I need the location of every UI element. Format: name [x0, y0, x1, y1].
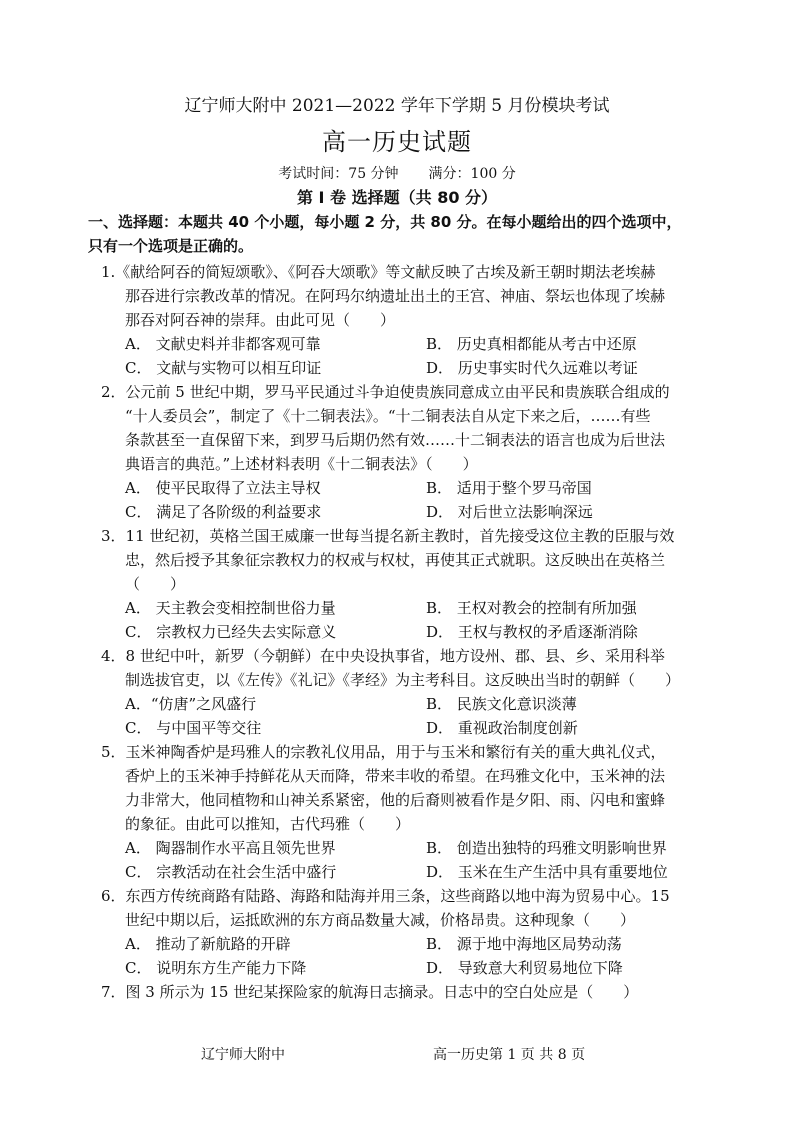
question-line: 世纪中期以后，运抵欧洲的东方商品数量大减，价格昂贵。这种现象（ ）: [125, 911, 636, 929]
question-line: （ ）: [125, 575, 186, 593]
question-line: 制选拔官吏，以《左传》《礼记》《孝经》为主考科目。这反映出当时的朝鲜（ ）: [125, 671, 681, 689]
option-c: C． 宗教权力已经失去实际意义: [125, 623, 337, 641]
option-c: C． 文献与实物可以相互印证: [125, 359, 322, 377]
option-a: A． 文献史料并非都客观可靠: [125, 335, 321, 353]
option-c: C． 宗教活动在社会生活中盛行: [125, 863, 337, 881]
question-line: “十人委员会”，制定了《十二铜表法》。“十二铜表法自从定下来之后，……有些: [125, 407, 651, 425]
option-b: B． 王权对教会的控制有所加强: [426, 599, 637, 617]
instruction-line: 只有一个选项是正确的。: [88, 237, 254, 255]
question-line: 1.《献给阿吞的简短颂歌》、《阿吞大颂歌》等文献反映了古埃及新王朝时期法老埃赫: [101, 263, 656, 281]
option-d: D． 导致意大利贸易地位下降: [426, 959, 623, 977]
option-c: C． 说明东方生产能力下降: [125, 959, 307, 977]
question-line: 那吞进行宗教改革的情况。在阿玛尔纳遗址出土的王宫、神庙、祭坛也体现了埃赫: [125, 287, 666, 305]
option-b: B． 民族文化意识淡薄: [426, 695, 577, 713]
question-line: 忠，然后授予其象征宗教权力的权戒与权杖，再使其正式就职。这反映出在英格兰: [125, 551, 666, 569]
option-d: D． 历史事实时代久远难以考证: [426, 359, 638, 377]
question-line: 3．11 世纪初，英格兰国王威廉一世每当提名新主教时，首先接受这位主教的臣服与效: [101, 527, 675, 545]
section-title: 第 Ⅰ 卷 选择题（共 80 分）: [296, 188, 498, 207]
question-line: 香炉上的玉米神手持鲜花从天而降，带来丰收的希望。在玛雅文化中，玉米神的法: [125, 767, 666, 785]
option-b: B． 适用于整个罗马帝国: [426, 479, 592, 497]
option-b: B． 历史真相都能从考古中还原: [426, 335, 637, 353]
option-a: A． 使平民取得了立法主导权: [125, 479, 321, 497]
option-a: A． 天主教会变相控制世俗力量: [125, 599, 336, 617]
question-line: 2．公元前 5 世纪中期，罗马平民通过斗争迫使贵族同意成立由平民和贵族联合组成的: [101, 383, 670, 401]
paper-title: 高一历史试题: [322, 128, 472, 156]
question-line: 力非常大，他同植物和山神关系紧密，他的后裔则被看作是夕阳、雨、闪电和蜜蜂: [125, 791, 666, 809]
option-a: A． 推动了新航路的开辟: [125, 935, 291, 953]
full-score: 满分：100 分: [428, 166, 516, 182]
option-c: C． 满足了各阶级的利益要求: [125, 503, 322, 521]
option-d: D． 重视政治制度创新: [426, 719, 578, 737]
option-d: D． 对后世立法影响深远: [426, 503, 593, 521]
option-a: A． 陶器制作水平高且领先世界: [125, 839, 336, 857]
exam-info: [0, 163, 794, 183]
instruction-line: 一、选择题：本题共 40 个小题，每小题 2 分，共 80 分。在每小题给出的四个选项中，: [88, 213, 682, 231]
option-b: B． 源于地中海地区局势动荡: [426, 935, 622, 953]
question-line: 5．玉米神陶香炉是玛雅人的宗教礼仪用品，用于与玉米和繁衍有关的重大典礼仪式，: [101, 743, 666, 761]
school-exam-title: 辽宁师大附中 2021—2022 学年下学期 5 月份模块考试: [184, 96, 610, 116]
option-a: A．“仿唐”之风盛行: [125, 695, 257, 713]
question-line: 7．图 3 所示为 15 世纪某探险家的航海日志摘录。日志中的空白处应是（ ）: [101, 983, 639, 1001]
question-line: 典语言的典范。”上述材料表明《十二铜表法》（ ）: [125, 455, 478, 473]
option-b: B． 创造出独特的玛雅文明影响世界: [426, 839, 667, 857]
question-line: 4．8 世纪中叶，新罗（今朝鲜）在中央设执事省，地方设州、郡、县、乡、采用科举: [101, 647, 665, 665]
footer-page-number: 高一历史第 1 页 共 8 页: [433, 1047, 586, 1063]
footer-school: 辽宁师大附中: [201, 1047, 285, 1063]
question-line: 的象征。由此可以推知，古代玛雅（ ）: [125, 815, 411, 833]
question-line: 条款甚至一直保留下来，到罗马后期仍然有效……十二铜表法的语言也成为后世法: [125, 431, 666, 449]
exam-time: 考试时间：75 分钟: [278, 166, 399, 182]
question-line: 6．东西方传统商路有陆路、海路和陆海并用三条，这些商路以地中海为贸易中心。15: [101, 887, 670, 905]
option-d: D． 王权与教权的矛盾逐渐消除: [426, 623, 638, 641]
question-line: 那吞对阿吞神的崇拜。由此可见（ ）: [125, 311, 396, 329]
option-d: D． 玉米在生产生活中具有重要地位: [426, 863, 668, 881]
option-c: C． 与中国平等交往: [125, 719, 262, 737]
